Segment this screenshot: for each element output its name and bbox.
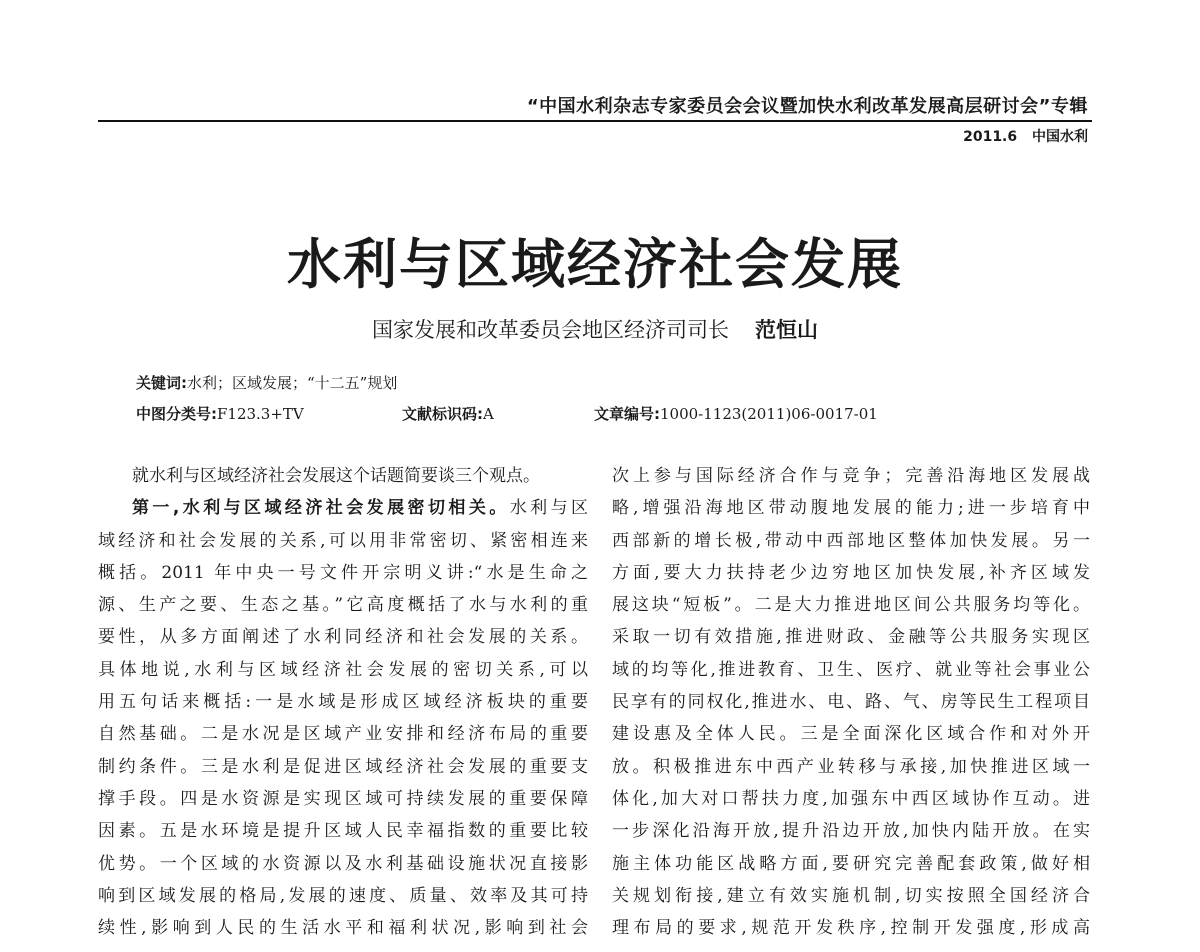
issue-info [953,126,1088,146]
author-affiliation: 国家发展和改革委员会地区经济司司长 [372,318,729,342]
text-line: 响到区域发展的格局,发展的速度、质量、效率及其可持 [98,885,588,906]
text-line: 施主体功能区战略方面,要研究完善配套政策,做好相 [612,853,1090,874]
classification-value: F123.3+TV [217,405,304,423]
article-number-value: 1000-1123(2011)06-0017-01 [660,405,878,423]
left-column [98,460,588,944]
intro-line: 就水利与区域经济社会发展这个话题简要谈三个观点。 [132,466,540,486]
text-line: 一步深化沿海开放,提升沿边开放,加快内陆开放。在实 [612,821,1090,842]
text-line: 撑手段。四是水资源是实现区域可持续发展的重要保障 [98,788,588,809]
text-line: 域经济和社会发展的关系,可以用非常密切、紧密相连来 [98,530,588,551]
keywords-value: 水利；区域发展；“十二五”规划 [187,374,398,392]
text-line: 具体地说,水利与区域经济社会发展的密切关系,可以 [98,659,588,680]
classification-line [136,403,1096,427]
doc-code-label: 文献标识码: [402,405,483,423]
point1-heading: 第一,水利与区域经济社会发展密切相关。 [132,498,510,519]
text-line: 优势。一个区域的水资源以及水利基础设施状况直接影 [98,853,588,874]
text-line: 源、生产之要、生态之基。”它高度概括了水与水利的重 [98,595,588,616]
classification-item [136,403,304,424]
keywords-label: 关键词: [136,374,187,392]
right-column [612,460,1090,944]
text-line: 体化,加大对口帮扶力度,加强东中西区域协作互动。进 [612,788,1090,809]
text-line: 理布局的要求,规范开发秩序,控制开发强度,形成高 [612,918,1090,939]
text-line: 自然基础。二是水况是区域产业安排和经济布局的重要 [98,724,588,745]
text-line: 建设惠及全体人民。三是全面深化区域合作和对外开 [612,724,1090,745]
text-line: 域的均等化,推进教育、卫生、医疗、就业等社会事业公 [612,659,1090,680]
text-line: 制约条件。三是水利是促进区域经济社会发展的重要支 [98,756,588,777]
issue-number: 2011.6 [963,129,1018,145]
text-line-segment: 水利与区 [509,498,589,519]
classification-label: 中图分类号: [136,405,217,423]
text-line: 展这块“短板”。二是大力推进地区间公共服务均等化。 [612,595,1090,616]
text-line: 放。积极推进东中西产业转移与承接,加快推进区域一 [612,756,1090,777]
header-divider [98,120,1092,122]
article-number-item [594,403,878,424]
text-line: 关规划衔接,建立有效实施机制,切实按照全国经济合 [612,885,1090,906]
article-number-label: 文章编号: [594,405,660,423]
byline [0,314,1190,344]
text-line: 西部新的增长极,带动中西部地区整体加快发展。另一 [612,530,1090,551]
text-line: 续性,影响到人民的生活水平和福利状况,影响到社会 [98,918,588,939]
text-line: 民享有的同权化,推进水、电、路、气、房等民生工程项目 [612,692,1090,713]
doc-code-item [402,403,494,424]
text-line: 因素。五是水环境是提升区域人民幸福指数的重要比较 [98,821,588,842]
text-line: 概括。2011 年中央一号文件开宗明义讲:“水是生命之 [98,562,588,583]
text-line: 方面,要大力扶持老少边穷地区加快发展,补齐区域发 [612,562,1090,583]
text-line [98,492,588,524]
journal-special-issue-title: “中国水利杂志专家委员会会议暨加快水利改革发展高层研讨会”专辑 [526,96,1088,117]
text-line: 用五句话来概括:一是水域是形成区域经济板块的重要 [98,692,588,713]
text-line: 次上参与国际经济合作与竞争；完善沿海地区发展战 [612,466,1090,486]
text-line: 要性，从多方面阐述了水利同经济和社会发展的关系。 [98,627,588,648]
keywords-line [136,372,397,393]
article-title: 水利与区域经济社会发展 [287,233,903,296]
text-line: 采取一切有效措施,推进财政、金融等公共服务实现区 [612,627,1090,648]
doc-code-value: A [483,405,494,423]
text-line: 略,增强沿海地区带动腹地发展的能力;进一步培育中 [612,498,1090,519]
journal-name: 中国水利 [1032,129,1088,145]
author-name: 范恒山 [755,318,818,342]
